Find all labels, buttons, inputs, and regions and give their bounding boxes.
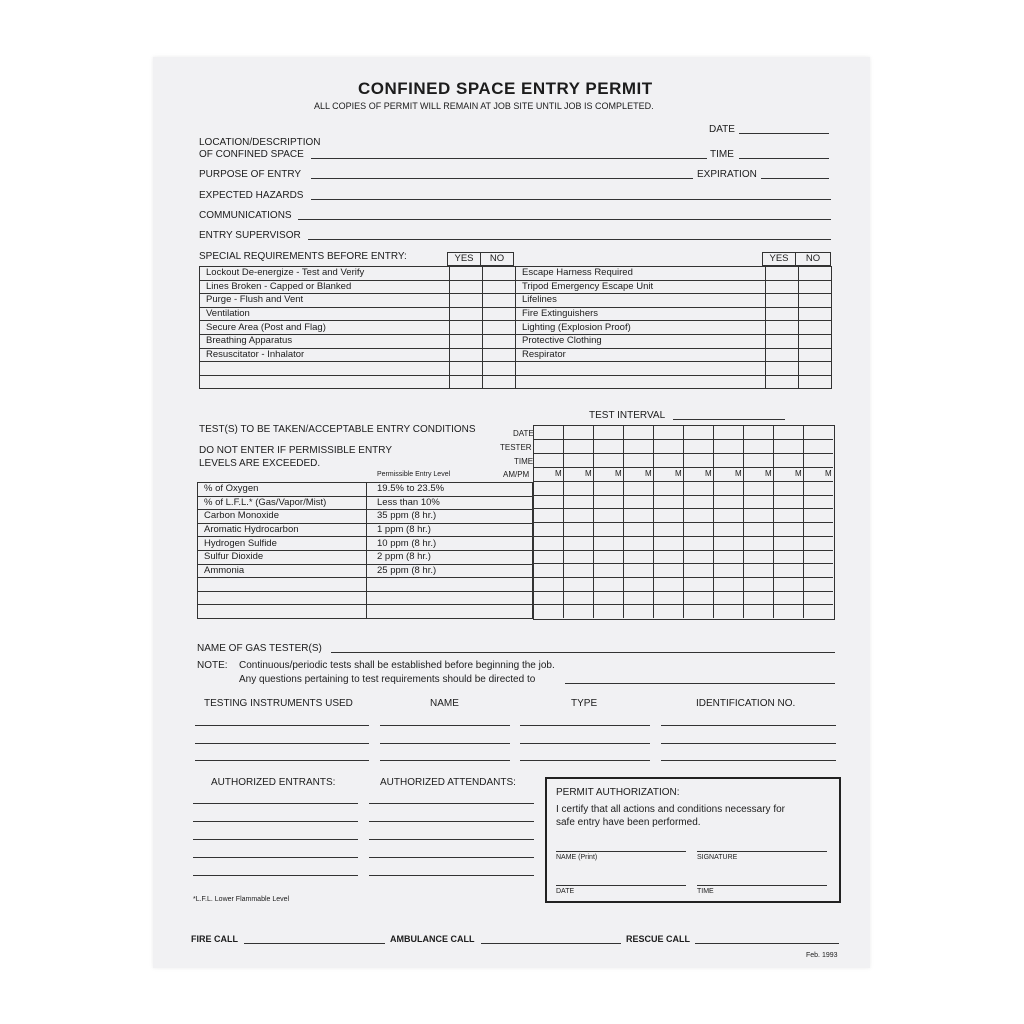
requirement-label-left: Secure Area (Post and Flag) xyxy=(200,321,450,335)
requirement-yes-checkbox[interactable] xyxy=(449,362,482,376)
requirement-label-left: Breathing Apparatus xyxy=(200,334,450,348)
test-interval-column[interactable] xyxy=(803,425,833,618)
instrument-field-line[interactable] xyxy=(380,743,510,744)
requirement-no-checkbox[interactable] xyxy=(482,267,515,281)
location-label-1: LOCATION/DESCRIPTION xyxy=(199,137,321,148)
note-label: NOTE: xyxy=(197,660,228,671)
requirement-yes-checkbox[interactable] xyxy=(765,307,798,321)
test-row xyxy=(198,578,533,592)
test-interval-field-line[interactable] xyxy=(673,419,785,420)
requirement-no-checkbox[interactable] xyxy=(798,334,831,348)
requirement-label-right xyxy=(515,375,765,389)
time-field-line[interactable] xyxy=(739,158,829,159)
instrument-field-line[interactable] xyxy=(661,760,836,761)
instrument-field-line[interactable] xyxy=(520,725,650,726)
test-interval-column[interactable] xyxy=(683,425,713,618)
requirement-no-checkbox[interactable] xyxy=(798,362,831,376)
permissible-level-label: Permissible Entry Level xyxy=(377,471,451,478)
tests-warning-1: DO NOT ENTER IF PERMISSIBLE ENTRY xyxy=(199,445,392,456)
signature-label: SIGNATURE xyxy=(697,854,738,861)
attendant-field-line[interactable] xyxy=(369,857,534,858)
requirement-row xyxy=(200,362,832,376)
requirement-row xyxy=(200,280,832,294)
test-interval-column[interactable] xyxy=(533,425,563,618)
test-substance: Carbon Monoxide xyxy=(198,510,367,524)
requirement-yes-checkbox[interactable] xyxy=(449,280,482,294)
requirement-row xyxy=(200,348,832,362)
requirement-yes-checkbox[interactable] xyxy=(449,307,482,321)
requirement-yes-checkbox[interactable] xyxy=(449,267,482,281)
requirement-label-left: Purge - Flush and Vent xyxy=(200,294,450,308)
permit-auth-text-2: safe entry have been performed. xyxy=(556,817,701,828)
name-print-field-line[interactable] xyxy=(556,851,686,852)
ampm-m-marker: M xyxy=(675,469,682,478)
instrument-field-line[interactable] xyxy=(661,725,836,726)
page-subtitle: ALL COPIES OF PERMIT WILL REMAIN AT JOB SITE UNTIL JOB IS COMPLETED. xyxy=(314,101,654,111)
test-interval-column[interactable] xyxy=(743,425,773,618)
row-label-tester: TESTER xyxy=(500,443,532,452)
requirement-no-checkbox[interactable] xyxy=(798,321,831,335)
location-label-2: OF CONFINED SPACE xyxy=(199,149,304,160)
test-interval-label: TEST INTERVAL xyxy=(589,410,666,421)
test-substance: Aromatic Hydrocarbon xyxy=(198,523,367,537)
test-row xyxy=(198,510,533,524)
test-substance: Hydrogen Sulfide xyxy=(198,537,367,551)
test-interval-column[interactable] xyxy=(593,425,623,618)
ampm-m-marker: M xyxy=(645,469,652,478)
requirement-no-checkbox[interactable] xyxy=(482,348,515,362)
test-row xyxy=(198,591,533,605)
requirement-label-right xyxy=(515,362,765,376)
entrant-field-line[interactable] xyxy=(193,857,358,858)
supervisor-label: ENTRY SUPERVISOR xyxy=(199,230,301,241)
fire-call-label: FIRE CALL xyxy=(191,934,238,944)
requirement-label-left: Ventilation xyxy=(200,307,450,321)
requirement-row xyxy=(200,334,832,348)
attendant-field-line[interactable] xyxy=(369,821,534,822)
entrant-field-line[interactable] xyxy=(193,821,358,822)
instruments-id-label: IDENTIFICATION NO. xyxy=(696,698,796,709)
requirement-yes-checkbox[interactable] xyxy=(765,375,798,389)
test-permissible-level xyxy=(367,605,533,619)
requirement-label-left: Resuscitator - Inhalator xyxy=(200,348,450,362)
test-permissible-level: 10 ppm (8 hr.) xyxy=(367,537,533,551)
test-interval-column[interactable] xyxy=(563,425,593,618)
requirement-yes-checkbox[interactable] xyxy=(765,280,798,294)
test-permissible-level: 1 ppm (8 hr.) xyxy=(367,523,533,537)
requirement-label-left: Lines Broken - Capped or Blanked xyxy=(200,280,450,294)
test-permissible-level xyxy=(367,591,533,605)
test-permissible-level: 19.5% to 23.5% xyxy=(367,483,533,497)
requirement-no-checkbox[interactable] xyxy=(798,375,831,389)
test-permissible-level: 2 ppm (8 hr.) xyxy=(367,550,533,564)
rescue-call-field-line[interactable] xyxy=(695,943,839,944)
row-label-ampm: AM/PM xyxy=(503,470,530,479)
requirement-yes-checkbox[interactable] xyxy=(765,321,798,335)
time-label: TIME xyxy=(710,149,734,160)
test-permissible-level: Less than 10% xyxy=(367,496,533,510)
hazards-field-line[interactable] xyxy=(311,199,831,200)
requirement-label-left xyxy=(200,375,450,389)
entrant-field-line[interactable] xyxy=(193,875,358,876)
test-interval-column[interactable] xyxy=(653,425,683,618)
attendant-field-line[interactable] xyxy=(369,839,534,840)
ampm-m-marker: M xyxy=(795,469,802,478)
note-line-1: Continuous/periodic tests shall be established before beginning the job. xyxy=(239,660,555,671)
entrant-field-line[interactable] xyxy=(193,839,358,840)
requirement-label-right: Respirator xyxy=(515,348,765,362)
requirement-no-checkbox[interactable] xyxy=(798,280,831,294)
purpose-field-line[interactable] xyxy=(311,178,693,179)
permit-authorization-box xyxy=(545,777,841,903)
instruments-type-label: TYPE xyxy=(571,698,598,709)
test-row xyxy=(198,537,533,551)
requirement-label-right: Protective Clothing xyxy=(515,334,765,348)
instrument-field-line[interactable] xyxy=(661,743,836,744)
requirement-yes-checkbox[interactable] xyxy=(765,294,798,308)
no-header-left: NO xyxy=(480,252,514,266)
hazards-label: EXPECTED HAZARDS xyxy=(199,190,304,201)
test-substance: % of Oxygen xyxy=(198,483,367,497)
requirement-yes-checkbox[interactable] xyxy=(449,348,482,362)
tests-heading: TEST(S) TO BE TAKEN/ACCEPTABLE ENTRY CONDITIONS xyxy=(199,424,476,435)
instrument-field-line[interactable] xyxy=(520,743,650,744)
note-line-2: Any questions pertaining to test requirements should be directed to xyxy=(239,674,536,685)
rescue-call-label: RESCUE CALL xyxy=(626,934,691,944)
auth-time-label: TIME xyxy=(697,888,714,895)
test-substance: Ammonia xyxy=(198,564,367,578)
requirement-label-left: Lockout De-energize - Test and Verify xyxy=(200,267,450,281)
requirement-no-checkbox[interactable] xyxy=(482,294,515,308)
attendant-field-line[interactable] xyxy=(369,875,534,876)
requirement-yes-checkbox[interactable] xyxy=(449,334,482,348)
expiration-label: EXPIRATION xyxy=(697,169,757,180)
requirement-label-right: Lighting (Explosion Proof) xyxy=(515,321,765,335)
requirement-row xyxy=(200,375,832,389)
requirement-label-right: Lifelines xyxy=(515,294,765,308)
instrument-field-line[interactable] xyxy=(195,760,369,761)
requirement-label-right: Fire Extinguishers xyxy=(515,307,765,321)
permit-sheet xyxy=(153,57,870,968)
test-row xyxy=(198,523,533,537)
auth-time-field-line[interactable] xyxy=(697,885,827,886)
purpose-label: PURPOSE OF ENTRY xyxy=(199,169,302,180)
test-permissible-level: 35 ppm (8 hr.) xyxy=(367,510,533,524)
no-header-right: NO xyxy=(795,252,831,266)
instrument-field-line[interactable] xyxy=(520,760,650,761)
ampm-m-marker: M xyxy=(555,469,562,478)
requirement-no-checkbox[interactable] xyxy=(798,348,831,362)
date-label: DATE xyxy=(709,124,735,135)
test-substance xyxy=(198,591,367,605)
test-row xyxy=(198,496,533,510)
requirement-row xyxy=(200,267,832,281)
tests-warning-2: LEVELS ARE EXCEEDED. xyxy=(199,458,321,469)
requirement-yes-checkbox[interactable] xyxy=(765,362,798,376)
gas-tester-label: NAME OF GAS TESTER(S) xyxy=(197,643,322,654)
instruments-name-label: NAME xyxy=(430,698,459,709)
row-label-date: DATE xyxy=(513,429,534,438)
ampm-m-marker: M xyxy=(765,469,772,478)
fire-call-field-line[interactable] xyxy=(244,943,385,944)
name-print-label: NAME (Print) xyxy=(556,854,598,861)
requirement-no-checkbox[interactable] xyxy=(798,267,831,281)
requirement-no-checkbox[interactable] xyxy=(798,294,831,308)
page-title: CONFINED SPACE ENTRY PERMIT xyxy=(358,79,653,98)
ampm-m-marker: M xyxy=(615,469,622,478)
requirement-label-left xyxy=(200,362,450,376)
expiration-field-line[interactable] xyxy=(761,178,829,179)
requirement-no-checkbox[interactable] xyxy=(798,307,831,321)
gas-tester-field-line[interactable] xyxy=(331,652,835,653)
supervisor-field-line[interactable] xyxy=(308,239,831,240)
instrument-field-line[interactable] xyxy=(195,743,369,744)
requirement-yes-checkbox[interactable] xyxy=(449,375,482,389)
revision-date: Feb. 1993 xyxy=(806,952,838,959)
requirement-yes-checkbox[interactable] xyxy=(765,267,798,281)
requirement-no-checkbox[interactable] xyxy=(482,280,515,294)
yes-header-right: YES xyxy=(762,252,796,266)
requirement-yes-checkbox[interactable] xyxy=(449,294,482,308)
instruments-used-label: TESTING INSTRUMENTS USED xyxy=(204,698,353,709)
date-field-line[interactable] xyxy=(739,133,829,134)
test-substance xyxy=(198,605,367,619)
test-substance xyxy=(198,578,367,592)
authorized-attendants-label: AUTHORIZED ATTENDANTS: xyxy=(380,777,516,788)
requirement-yes-checkbox[interactable] xyxy=(765,348,798,362)
auth-date-label: DATE xyxy=(556,888,575,895)
requirement-no-checkbox[interactable] xyxy=(482,334,515,348)
test-substance: % of L.F.L.* (Gas/Vapor/Mist) xyxy=(198,496,367,510)
requirement-yes-checkbox[interactable] xyxy=(765,334,798,348)
ampm-m-marker: M xyxy=(825,469,832,478)
instrument-field-line[interactable] xyxy=(380,760,510,761)
requirement-label-right: Tripod Emergency Escape Unit xyxy=(515,280,765,294)
attendant-field-line[interactable] xyxy=(369,803,534,804)
signature-field-line[interactable] xyxy=(697,851,827,852)
requirement-no-checkbox[interactable] xyxy=(482,307,515,321)
communications-field-line[interactable] xyxy=(298,219,831,220)
ambulance-call-label: AMBULANCE CALL xyxy=(390,934,475,944)
permit-auth-text-1: I certify that all actions and conditions necessary for xyxy=(556,804,786,815)
instrument-field-line[interactable] xyxy=(195,725,369,726)
requirement-row xyxy=(200,321,832,335)
auth-date-field-line[interactable] xyxy=(556,885,686,886)
row-label-time: TIME xyxy=(514,457,534,466)
entrant-field-line[interactable] xyxy=(193,803,358,804)
ambulance-call-field-line[interactable] xyxy=(481,943,621,944)
test-row xyxy=(198,605,533,619)
test-interval-column[interactable] xyxy=(773,425,803,618)
test-permissible-level xyxy=(367,578,533,592)
requirement-no-checkbox[interactable] xyxy=(482,375,515,389)
requirement-yes-checkbox[interactable] xyxy=(449,321,482,335)
ampm-m-marker: M xyxy=(705,469,712,478)
test-interval-column[interactable] xyxy=(713,425,743,618)
yes-header-left: YES xyxy=(447,252,481,266)
special-requirements-heading: SPECIAL REQUIREMENTS BEFORE ENTRY: xyxy=(199,251,407,262)
ampm-m-marker: M xyxy=(735,469,742,478)
test-substance: Sulfur Dioxide xyxy=(198,550,367,564)
communications-label: COMMUNICATIONS xyxy=(199,210,292,221)
instrument-field-line[interactable] xyxy=(380,725,510,726)
requirement-row xyxy=(200,294,832,308)
tests-table xyxy=(197,482,533,619)
location-field-line[interactable] xyxy=(311,158,707,159)
test-interval-column[interactable] xyxy=(623,425,653,618)
test-row xyxy=(198,550,533,564)
requirement-row xyxy=(200,307,832,321)
requirement-no-checkbox[interactable] xyxy=(482,321,515,335)
ampm-m-marker: M xyxy=(585,469,592,478)
note-contact-field-line[interactable] xyxy=(565,683,835,684)
test-row xyxy=(198,483,533,497)
test-row xyxy=(198,564,533,578)
authorized-entrants-label: AUTHORIZED ENTRANTS: xyxy=(211,777,336,788)
lfl-footnote: *L.F.L. Lower Flammable Level xyxy=(193,896,290,903)
requirement-no-checkbox[interactable] xyxy=(482,362,515,376)
requirement-label-right: Escape Harness Required xyxy=(515,267,765,281)
permit-auth-heading: PERMIT AUTHORIZATION: xyxy=(556,787,680,798)
special-requirements-table xyxy=(199,266,832,389)
test-permissible-level: 25 ppm (8 hr.) xyxy=(367,564,533,578)
